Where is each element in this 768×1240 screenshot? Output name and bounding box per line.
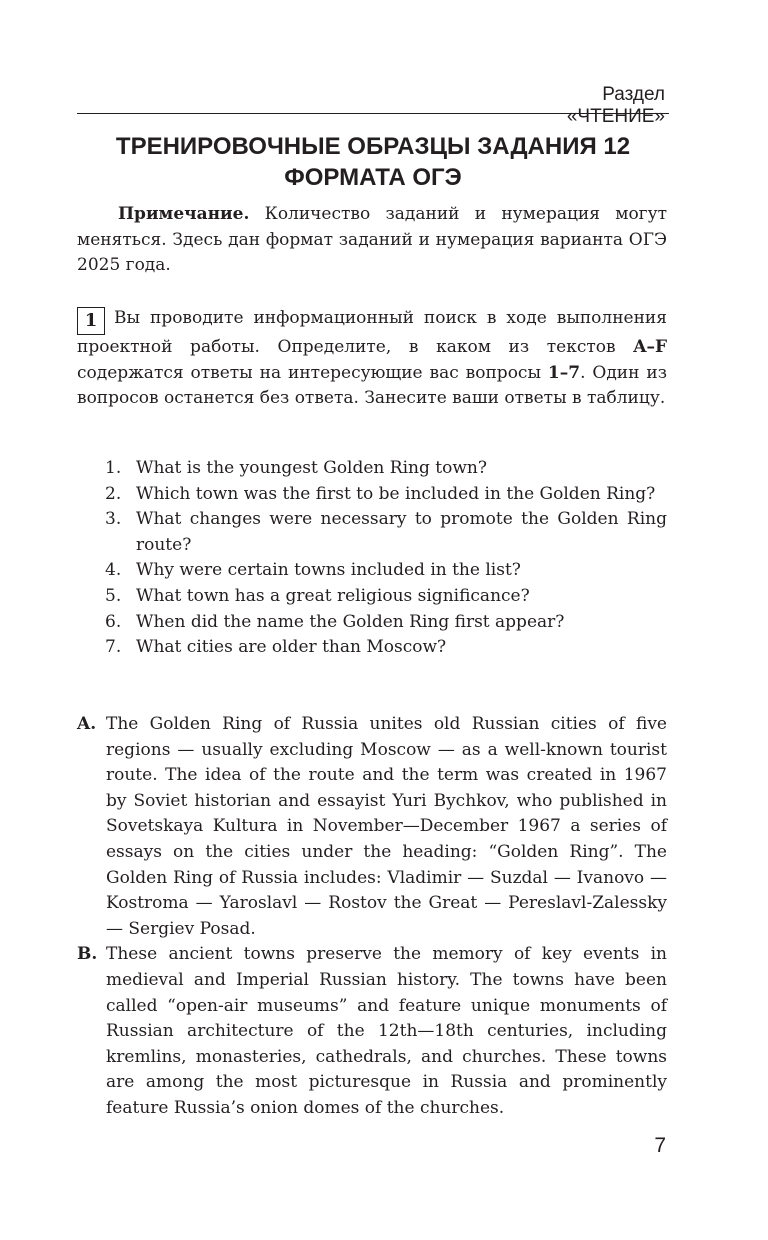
title-line-2: ФОРМАТА ОГЭ (284, 164, 462, 191)
question-number: 7. (105, 637, 122, 658)
list-item (105, 456, 667, 482)
list-item (105, 635, 667, 661)
list-item (77, 942, 667, 1121)
list-item (105, 482, 667, 508)
section-header: Раздел «ЧТЕНИЕ» (566, 84, 665, 127)
list-item (77, 712, 667, 942)
task-number-box: 1 (77, 307, 105, 335)
text-letter: B. (77, 944, 98, 965)
header-divider (77, 113, 669, 114)
question-number: 2. (105, 483, 122, 504)
texts-list (77, 712, 667, 1122)
task-question-range: 1–7 (547, 362, 581, 383)
question-text: What changes were necessary to promote the Golden Ring route? (136, 509, 667, 555)
question-number: 6. (105, 611, 122, 632)
text-letter: A. (77, 714, 97, 734)
page-number: 7 (654, 1134, 666, 1157)
task-intro-middle: содержатся ответы на интересующие вас вопросы (77, 362, 541, 383)
question-text: What cities are older than Moscow? (136, 637, 447, 658)
task-intro-after: . Один из вопросов останется без ответа. Занесите ваши ответы в таблицу. (77, 362, 667, 409)
task-text-range: A–F (633, 337, 668, 357)
question-text: What town has a great religious significance? (136, 585, 530, 606)
question-text: When did the name the Golden Ring first appear? (136, 611, 565, 632)
question-number: 5. (105, 585, 122, 606)
question-number: 3. (105, 509, 122, 530)
text-body: The Golden Ring of Russia unites old Russian cities of five regions — usually excluding Moscow — as a well-known tourist route. The idea of the route and the term was created in 1967 by Soviet historian and essayist Yuri Bychkov, who published in Sovetskaya Kultura in November—December 1967 a series of essays on the cities under the heading: “Golden Ring”. The Golden Ring of Russia includes: Vladimir — Suzdal — Ivanovo — Kostroma — Yaroslavl — Rostov the Great — Pereslavl-Zalessky — Sergiev Posad. (106, 714, 667, 939)
list-item (105, 558, 667, 584)
task-instructions (77, 306, 667, 412)
note-paragraph (77, 202, 667, 279)
page-title (77, 131, 669, 193)
question-number: 1. (105, 458, 122, 478)
note-text: Количество заданий и нумерация могут меняться. Здесь дан формат заданий и нумерация варианта ОГЭ 2025 года. (77, 204, 667, 276)
note-label: Примечание. (118, 204, 250, 224)
title-line-1: ТРЕНИРОВОЧНЫЕ ОБРАЗЦЫ ЗАДАНИЯ 12 (115, 133, 631, 160)
question-text: Which town was the first to be included in the Golden Ring? (136, 483, 656, 504)
list-item (105, 610, 667, 636)
task-intro-before: Вы проводите информационный поиск в ходе выполнения проектной работы. Определите, в каком из текстов (77, 308, 667, 357)
question-text: Why were certain towns included in the list? (136, 560, 521, 581)
list-item (105, 584, 667, 610)
question-number: 4. (105, 560, 122, 581)
text-body: These ancient towns preserve the memory of key events in medieval and Imperial Russian history. The towns have been called “open-air museums” and feature unique monuments of Russian architecture of the 12th—18th centuries, including kremlins, monasteries, cathedrals, and churches. These towns are among the most picturesque in Russia and prominently feature Russia’s onion domes of the churches. (106, 944, 667, 1118)
questions-list (105, 456, 667, 661)
list-item (105, 507, 667, 558)
question-text: What is the youngest Golden Ring town? (136, 458, 487, 478)
